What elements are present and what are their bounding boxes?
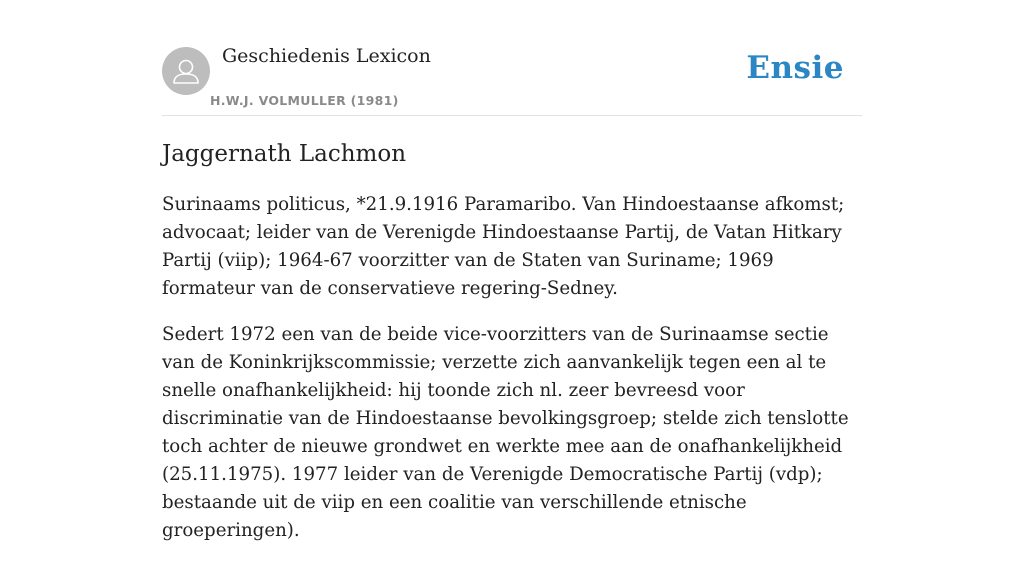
- article-title: Jaggernath Lachmon: [162, 141, 407, 167]
- book-title[interactable]: Geschiedenis Lexicon: [222, 45, 431, 67]
- user-silhouette-icon: [162, 47, 210, 95]
- article-paragraph: Surinaams politicus, *21.9.1916 Paramaribo. Van Hindoestaanse afkomst; advocaat; leider van de Verenigde Hindoestaanse Partij, de Vatan Hitkary Partij (viip); 1964-67 voorzitter van de Staten van Suriname; 1969 formateur van de conservatieve regering-Sedney.: [162, 194, 845, 299]
- header-divider: [162, 115, 862, 116]
- article-paragraph: Sedert 1972 een van de beide vice-voorzitters van de Surinaamse sectie van de Koninkrijkscommissie; verzette zich aanvankelijk tegen een al te snelle onafhankelijkheid: hij toonde zich nl. zeer bevreesd voor discriminatie van de Hindoestaanse bevolkingsgroep; stelde zich tenslotte toch achter de nieuwe grondwet en werkte mee aan de onafhankelijkheid (25.11.1975). 1977 leider van de Verenigde Democratische Partij (vdp); bestaande uit de viip en een coalitie van verschillende etnische groeperingen).: [162, 324, 849, 541]
- ensie-logo[interactable]: Ensie: [746, 50, 844, 86]
- article: [162, 138, 862, 563]
- avatar[interactable]: [162, 47, 210, 95]
- header: [162, 0, 862, 116]
- book-author[interactable]: H.W.J. VOLMULLER (1981): [210, 93, 399, 108]
